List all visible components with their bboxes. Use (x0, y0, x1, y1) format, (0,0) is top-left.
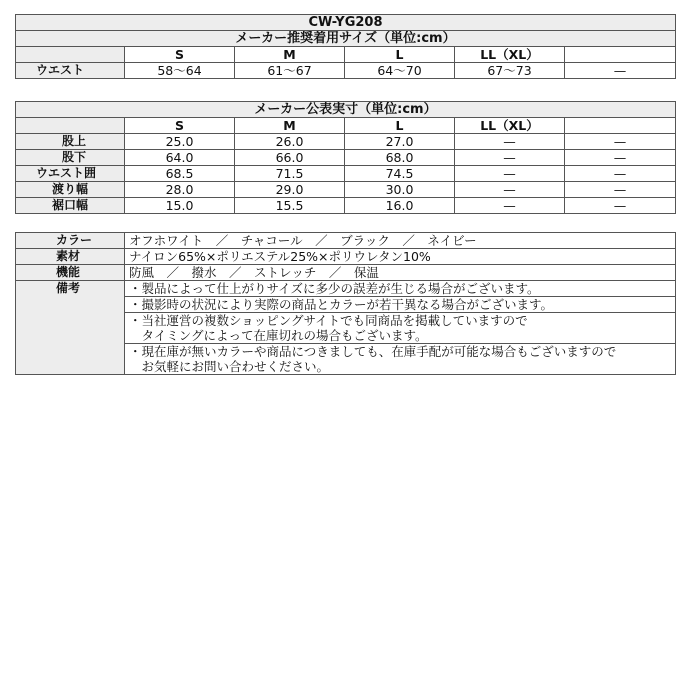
cell: — (455, 198, 565, 214)
cell: — (455, 182, 565, 198)
note-item (125, 281, 676, 297)
note-line: タイミングによって在庫切れの場合もございます。 (129, 328, 428, 343)
color-value: オフホワイト ／ チャコール ／ ブラック ／ ネイビー (125, 233, 676, 249)
size-header-row (16, 47, 676, 63)
cell: 74.5 (345, 166, 455, 182)
note-line: ・製品によって仕上がりサイズに多少の誤差が生じる場合がございます。 (129, 281, 540, 296)
cell: 27.0 (345, 134, 455, 150)
cell: 15.0 (125, 198, 235, 214)
measured-size-header: メーカー公表実寸（単位:cm） (16, 102, 676, 118)
table-row (16, 63, 676, 79)
cell: — (565, 134, 676, 150)
function-value: 防風 ／ 撥水 ／ ストレッチ ／ 保温 (125, 265, 676, 281)
size-extra (565, 47, 676, 63)
cell: 67〜73 (455, 63, 565, 79)
table-row (16, 166, 676, 182)
info-row-notes (16, 281, 676, 297)
note-line: お気軽にお問い合わせください。 (129, 359, 330, 374)
cell: 64〜70 (345, 63, 455, 79)
color-label: カラー (16, 233, 125, 249)
size-m: M (235, 47, 345, 63)
info-row-material (16, 249, 676, 265)
row-label: 股上 (16, 134, 125, 150)
size-m: M (235, 118, 345, 134)
row-label: 裾口幅 (16, 198, 125, 214)
cell: 58〜64 (125, 63, 235, 79)
row-label: ウエスト囲 (16, 166, 125, 182)
size-l: L (345, 47, 455, 63)
size-header-row (16, 118, 676, 134)
cell: 64.0 (125, 150, 235, 166)
cell: 16.0 (345, 198, 455, 214)
cell: 68.5 (125, 166, 235, 182)
size-l: L (345, 118, 455, 134)
product-code: CW-YG208 (16, 15, 676, 31)
table-row (16, 150, 676, 166)
cell: 68.0 (345, 150, 455, 166)
cell: — (455, 134, 565, 150)
cell: 66.0 (235, 150, 345, 166)
cell: — (565, 63, 676, 79)
cell: 29.0 (235, 182, 345, 198)
note-item (125, 297, 676, 313)
table-row (16, 182, 676, 198)
cell: 26.0 (235, 134, 345, 150)
cell: 61〜67 (235, 63, 345, 79)
cell: 71.5 (235, 166, 345, 182)
row-label: 股下 (16, 150, 125, 166)
size-s: S (125, 47, 235, 63)
info-row-function (16, 265, 676, 281)
table-row (16, 198, 676, 214)
size-ll: LL（XL） (455, 118, 565, 134)
recommended-size-table (15, 14, 676, 79)
recommended-size-header: メーカー推奨着用サイズ（単位:cm） (16, 31, 676, 47)
cell: 28.0 (125, 182, 235, 198)
size-ll: LL（XL） (455, 47, 565, 63)
row-label: 渡り幅 (16, 182, 125, 198)
info-row-color (16, 233, 676, 249)
function-label: 機能 (16, 265, 125, 281)
cell: 25.0 (125, 134, 235, 150)
cell: — (455, 150, 565, 166)
cell: 15.5 (235, 198, 345, 214)
cell: — (565, 182, 676, 198)
notes-label: 備考 (16, 281, 125, 375)
material-value: ナイロン65%×ポリエステル25%×ポリウレタン10% (125, 249, 676, 265)
cell: 30.0 (345, 182, 455, 198)
size-s: S (125, 118, 235, 134)
cell: — (565, 166, 676, 182)
note-item (125, 313, 676, 344)
product-info-table (15, 232, 676, 375)
note-item (125, 344, 676, 375)
material-label: 素材 (16, 249, 125, 265)
table-row (16, 134, 676, 150)
cell: — (565, 150, 676, 166)
cell: — (565, 198, 676, 214)
cell: — (455, 166, 565, 182)
note-line: ・当社運営の複数ショッピングサイトでも同商品を掲載していますので (129, 313, 528, 328)
size-extra (565, 118, 676, 134)
note-line: ・現在庫が無いカラーや商品につきましても、在庫手配が可能な場合もございますので (129, 344, 617, 359)
row-label: ウエスト (16, 63, 125, 79)
note-line: ・撮影時の状況により実際の商品とカラーが若干異なる場合がございます。 (129, 297, 554, 312)
measured-size-table (15, 101, 676, 214)
